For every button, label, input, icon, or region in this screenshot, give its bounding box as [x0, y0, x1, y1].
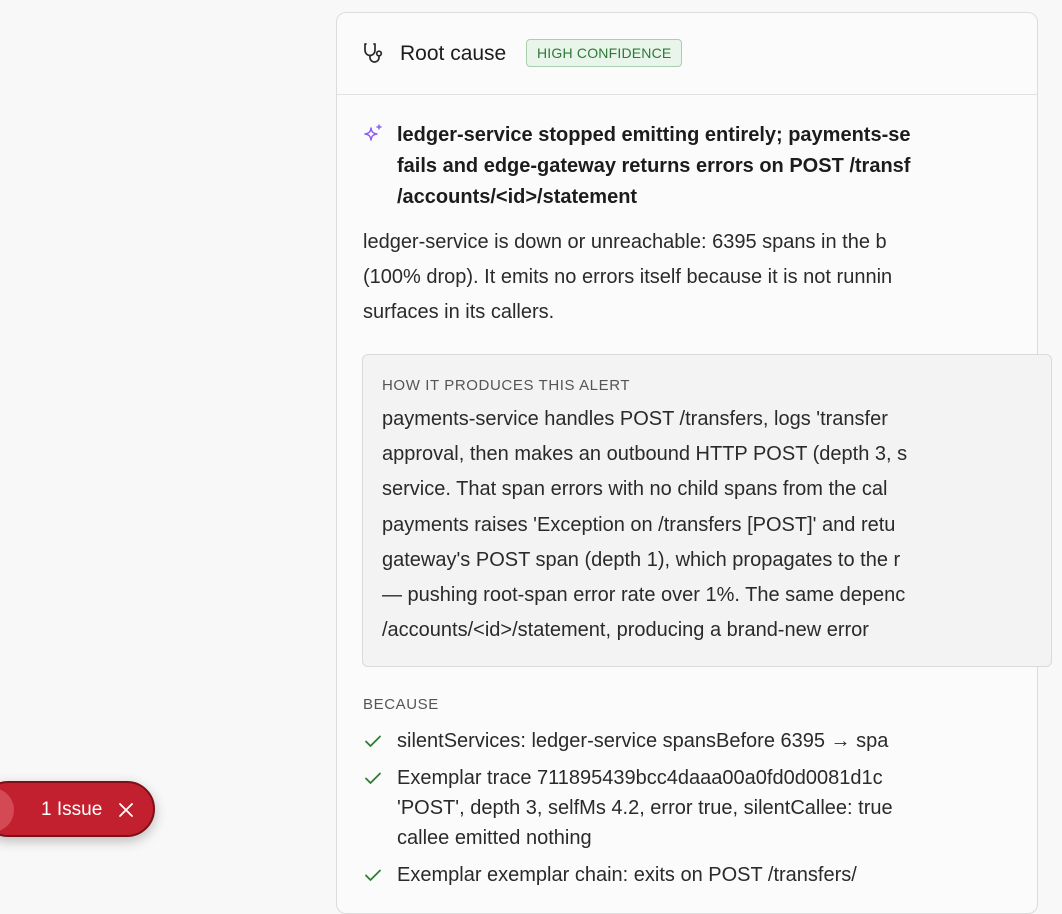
sparkle-icon: [362, 123, 384, 145]
how-line: gateway's POST span (depth 1), which propagates to the r: [382, 548, 901, 571]
how-line: approval, then makes an outbound HTTP POST (depth 3, s: [382, 443, 908, 466]
how-line: /accounts/<id>/statement, producing a brand-new error: [382, 619, 869, 642]
because-item-line: callee emitted nothing: [397, 827, 592, 849]
how-line: payments-service handles POST /transfers, logs 'transfer: [382, 408, 888, 430]
because-label: BECAUSE: [363, 696, 439, 713]
description-line: (100% drop). It emits no errors itself because it is not runnin: [363, 266, 893, 288]
because-item-line: Exemplar trace 711895439bcc4daaa00a0fd0d0081d1c: [397, 767, 883, 789]
how-line: payments raises 'Exception on /transfers [POST]' and retu: [382, 513, 896, 536]
because-item: [363, 726, 1043, 756]
because-item-line: Exemplar exemplar chain: exits on POST /transfers/: [397, 864, 857, 886]
because-item: [363, 763, 1043, 853]
root-cause-header: [337, 13, 1037, 95]
how-it-produces-text: [382, 402, 1062, 648]
close-icon[interactable]: [117, 801, 135, 819]
because-list: [363, 726, 1043, 897]
how-it-produces-box: [362, 354, 1052, 667]
how-it-produces-label: HOW IT PRODUCES THIS ALERT: [382, 377, 631, 394]
description-line: ledger-service is down or unreachable: 6395 spans in the b: [363, 231, 887, 253]
root-cause-summary: [397, 120, 1037, 213]
description-line: surfaces in its callers.: [363, 301, 555, 323]
root-cause-description: [363, 225, 1043, 330]
because-item-line: 'POST', depth 3, selfMs 4.2, error true, silentCallee: true: [397, 797, 893, 819]
how-line: service. That span errors with no child spans from the cal: [382, 478, 888, 501]
because-item-line: silentServices: ledger-service spansBefore 6395 → spa: [397, 730, 889, 752]
issues-indicator-button[interactable]: [0, 781, 155, 837]
root-cause-card: [336, 12, 1038, 914]
issues-count-label[interactable]: 1 Issue: [41, 799, 103, 820]
confidence-badge: HIGH CONFIDENCE: [526, 39, 682, 67]
nextjs-logo-icon: [0, 788, 14, 832]
root-cause-title: Root cause: [400, 42, 507, 65]
check-icon: [363, 867, 383, 883]
check-icon: [363, 770, 383, 786]
summary-line: fails and edge-gateway returns errors on POST /transf: [397, 155, 911, 177]
because-item: [363, 860, 1043, 890]
summary-line: ledger-service stopped emitting entirely; payments-se: [397, 124, 911, 146]
summary-line: /accounts/<id>/statement: [397, 186, 638, 208]
how-line: — pushing root-span error rate over 1%. The same depenc: [382, 584, 906, 607]
check-icon: [363, 733, 383, 749]
stethoscope-icon: [362, 42, 384, 64]
